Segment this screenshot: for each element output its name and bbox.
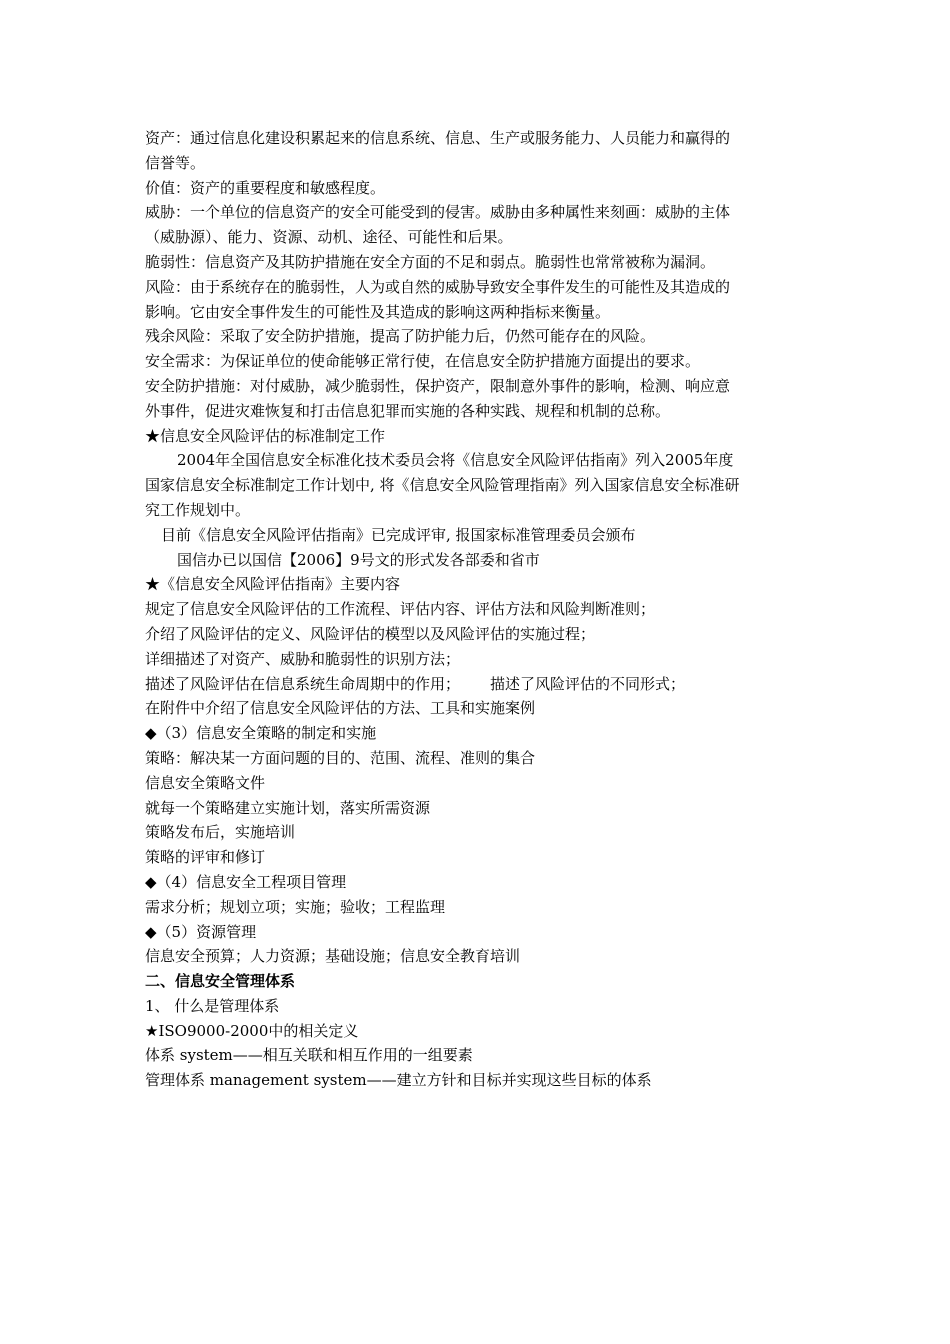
paragraph-line: 安全需求：为保证单位的使命能够正常行使，在信息安全防护措施方面提出的要求。 (145, 352, 701, 371)
section-heading: ◆（3）信息安全策略的制定和实施 (145, 724, 377, 743)
paragraph-line: 影响。它由安全事件发生的可能性及其造成的影响这两种指标来衡量。 (145, 302, 611, 321)
paragraph-line: 策略的评审和修订 (145, 848, 266, 867)
section-heading: ★《信息安全风险评估指南》主要内容 (145, 575, 401, 594)
section-heading: ★信息安全风险评估的标准制定工作 (145, 426, 386, 445)
list-item (145, 672, 810, 697)
section-heading: ◆（5）资源管理 (145, 922, 257, 941)
section-heading: ★ISO9000-2000中的相关定义 (145, 1021, 359, 1040)
document-page (145, 126, 810, 1093)
subheading: 1、 什么是管理体系 (145, 996, 280, 1015)
paragraph-line: 安全防护措施：对付威胁，减少脆弱性，保护资产，限制意外事件的影响，检测、响应意 (145, 376, 731, 395)
paragraph-line: 国信办已以国信【2006】9号文的形式发各部委和省市 (177, 550, 540, 569)
paragraph-line: 价值：资产的重要程度和敏感程度。 (145, 178, 386, 197)
list-item: 规定了信息安全风险评估的工作流程、评估内容、评估方法和风险判断准则； (145, 600, 656, 619)
paragraph-line: 威胁：一个单位的信息资产的安全可能受到的侵害。威胁由多种属性来刻画：威胁的主体 (145, 203, 731, 222)
definition-line: 体系 system——相互关联和相互作用的一组要素 (145, 1046, 473, 1065)
definition-line: 管理体系 management system——建立方针和目标并实现这些目标的体系 (145, 1071, 652, 1090)
paragraph-line: 残余风险：采取了安全防护措施，提高了防护能力后，仍然可能存在的风险。 (145, 327, 656, 346)
paragraph-line: 2004年全国信息安全标准化技术委员会将《信息安全风险评估指南》列入2005年度 (177, 451, 734, 470)
paragraph-line: 资产：通过信息化建设积累起来的信息系统、信息、生产或服务能力、人员能力和赢得的 (145, 129, 731, 147)
chapter-heading: 二、信息安全管理体系 (145, 972, 296, 991)
paragraph-line: 就每一个策略建立实施计划，落实所需资源 (145, 798, 431, 817)
paragraph-line: 信誉等。 (145, 153, 206, 172)
paragraph-line: 策略发布后，实施培训 (145, 823, 296, 842)
list-item-part: 描述了风险评估的不同形式； (490, 674, 686, 693)
list-item-part: 描述了风险评估在信息系统生命周期中的作用； (145, 674, 461, 693)
section-heading: ◆（4）信息安全工程项目管理 (145, 872, 347, 891)
paragraph-line: 风险：由于系统存在的脆弱性，人为或自然的威胁导致安全事件发生的可能性及其造成的 (145, 277, 731, 296)
paragraph-line: 信息安全策略文件 (145, 773, 266, 792)
paragraph-line: 需求分析；规划立项；实施；验收；工程监理 (145, 897, 446, 916)
list-item: 在附件中介绍了信息安全风险评估的方法、工具和实施案例 (145, 699, 536, 718)
list-item: 详细描述了对资产、威胁和脆弱性的识别方法； (145, 649, 461, 668)
paragraph-line: 目前《信息安全风险评估指南》已完成评审, 报国家标准管理委员会颁布 (161, 525, 636, 544)
paragraph-line: 脆弱性：信息资产及其防护措施在安全方面的不足和弱点。脆弱性也常常被称为漏洞。 (145, 252, 716, 271)
paragraph-line: 究工作规划中。 (145, 500, 251, 519)
paragraph-line: 策略：解决某一方面问题的目的、范围、流程、准则的集合 (145, 748, 536, 767)
paragraph-line: 信息安全预算；人力资源；基础设施；信息安全教育培训 (145, 947, 521, 966)
list-item: 介绍了风险评估的定义、风险评估的模型以及风险评估的实施过程； (145, 624, 596, 643)
paragraph-line: 国家信息安全标准制定工作计划中, 将《信息安全风险管理指南》列入国家信息安全标准研 (145, 476, 740, 495)
paragraph-line: （威胁源）、能力、资源、动机、途径、可能性和后果。 (145, 228, 513, 247)
paragraph-line: 外事件，促进灾难恢复和打击信息犯罪而实施的各种实践、规程和机制的总称。 (145, 401, 671, 420)
